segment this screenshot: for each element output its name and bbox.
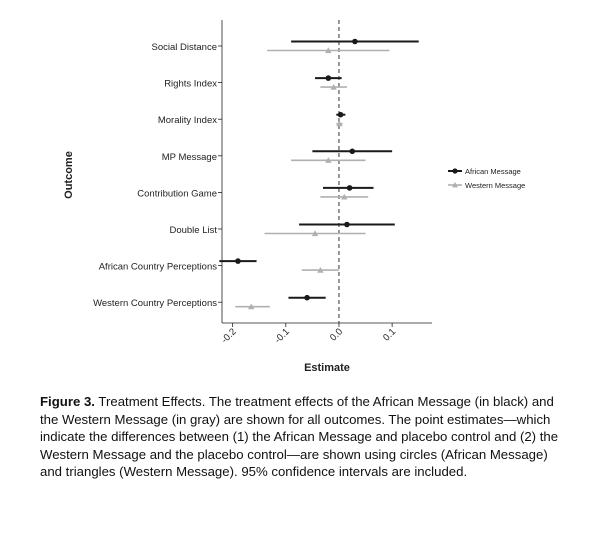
african-message-point-rights-index <box>326 75 332 81</box>
x-tick-label-1: -0.1 <box>272 326 292 346</box>
african-message-point-african-country-perceptions <box>235 258 241 264</box>
y-tick-label-rights-index: Rights Index <box>164 78 217 90</box>
y-tick-label-social-distance: Social Distance <box>151 42 217 53</box>
african-message-point-morality-index <box>338 112 344 118</box>
legend-marker-african-message <box>452 168 457 173</box>
figure-caption <box>40 393 560 481</box>
y-tick-label-double-list: Double List <box>169 225 217 236</box>
x-tick-label-0: -0.2 <box>219 326 239 346</box>
y-tick-label-mp-message: MP Message <box>161 151 217 163</box>
african-message-point-double-list <box>344 222 350 228</box>
african-message-point-contribution-game <box>347 185 353 191</box>
x-axis-title: Estimate <box>304 362 350 374</box>
african-message-point-western-country-perceptions <box>304 295 310 301</box>
y-tick-label-morality-index: Morality Index <box>157 115 217 127</box>
x-tick-label-2: 0.0 <box>327 326 346 344</box>
y-tick-label-contribution-game: Contribution Game <box>137 188 217 200</box>
legend-label-african-message: African Message <box>465 167 521 176</box>
figure-caption-text: Treatment Effects. The treatment effects of the African Message (in black) and the Western Message (in gray) are shown for all outcomes. The point estimates—which indicate the differences between (1) the African Message and placebo control and (2) the Western Message and the placebo control—are shown using circles (African Message) and triangles (Western Message). 95% confidence intervals are included. <box>40 394 559 480</box>
x-tick-label-3: 0.1 <box>381 326 399 344</box>
african-message-point-social-distance <box>352 39 358 45</box>
african-message-point-mp-message <box>349 149 355 155</box>
legend-label-western-message: Western Message <box>465 181 526 190</box>
y-tick-label-western-country-perceptions: Western Country Perceptions <box>93 298 217 310</box>
figure-caption-label: Figure 3. <box>40 394 95 409</box>
y-tick-label-african-country-perceptions: African Country Perceptions <box>98 261 217 273</box>
y-axis-title: Outcome <box>63 151 75 199</box>
